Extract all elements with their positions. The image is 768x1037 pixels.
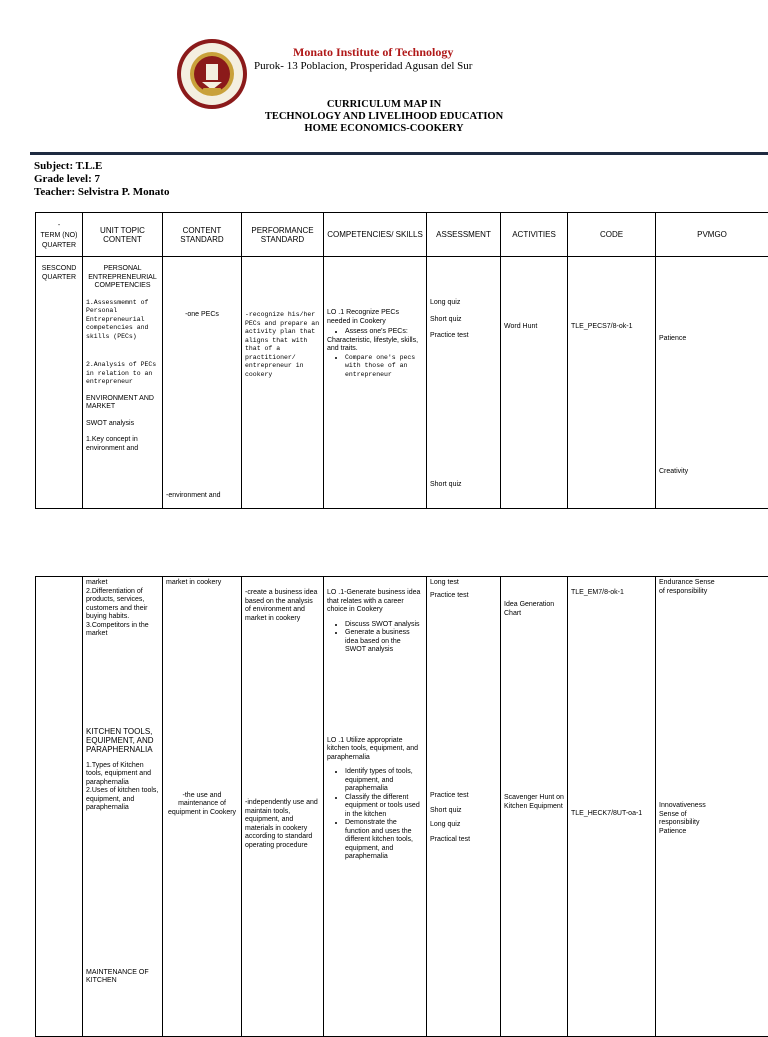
competencies-cell xyxy=(324,577,427,1037)
document-title-line3: HOME ECONOMICS-COOKERY xyxy=(0,123,768,135)
performance-standard-value: -recognize his/her PECs and prepare an activity plan that aligns that with that of a practitioner/ entrepreneur in cookery xyxy=(245,311,319,378)
competency-lo: LO .1 Recognize PECs needed in Cookery xyxy=(327,309,423,326)
topic-item: SWOT analysis xyxy=(86,420,159,429)
topic-item: 1.Key concept in environment and xyxy=(86,436,159,453)
assessment-item: Practice test xyxy=(430,592,497,601)
code-value: TLE_EM7/8-ok-1 xyxy=(571,589,652,598)
topic-heading: KITCHEN TOOLS, EQUIPMENT, AND PARAPHERNALIA xyxy=(86,727,159,754)
topic-item: 2.Differentiation of products, services, customers and their buying habits. xyxy=(86,588,159,622)
topic-item: 1.Types of Kitchen tools, equipment and paraphernalia xyxy=(86,762,159,788)
term-cell xyxy=(36,257,83,509)
table-row xyxy=(36,257,768,509)
col-code: CODE xyxy=(568,213,656,257)
competency-item: • Classify the different equipment or tools used in the kitchen xyxy=(345,794,423,820)
institution-name: Monato Institute of Technology xyxy=(293,45,453,60)
institution-address: Purok- 13 Poblacion, Prosperidad Agusan del Sur xyxy=(254,60,472,72)
pvmgo-value: Innovativeness Sense of responsibility Patience xyxy=(659,802,719,836)
activities-cell xyxy=(501,257,568,509)
col-assessment: ASSESSMENT xyxy=(427,213,501,257)
assessment-cell xyxy=(427,577,501,1037)
topic-heading: MAINTENANCE OF KITCHEN xyxy=(86,969,159,986)
topic-item: 3.Competitors in the market xyxy=(86,622,159,639)
performance-standard-cell xyxy=(242,577,324,1037)
competency-item: • Assess one's PECs: xyxy=(345,328,423,337)
header-row xyxy=(36,213,768,257)
competency-list xyxy=(327,768,423,862)
activity-item: Scavenger Hunt on Kitchen Equipment xyxy=(504,794,564,811)
competency-list xyxy=(327,328,423,337)
topic-cell xyxy=(83,577,163,1037)
document-title-line1: CURRICULUM MAP IN xyxy=(0,99,768,111)
col-pvmgo: PVMGO xyxy=(656,213,768,257)
col-performance-standard: PERFORMANCE STANDARD xyxy=(242,213,324,257)
competency-item: • Generate a business idea based on the SWOT analysis xyxy=(345,629,423,655)
competency-list xyxy=(327,354,423,380)
col-content-standard: CONTENT STANDARD xyxy=(163,213,242,257)
col-competencies: COMPETENCIES/ SKILLS xyxy=(324,213,427,257)
content-standard-value: -the use and maintenance of equipment in Cookery xyxy=(166,792,238,818)
assessment-item: Short quiz xyxy=(430,481,497,490)
assessment-item: Long quiz xyxy=(430,821,497,830)
code-cell xyxy=(568,577,656,1037)
topic-item: market xyxy=(86,579,159,588)
content-standard-value: -one PECs xyxy=(166,311,238,320)
pvmgo-value: Creativity xyxy=(659,468,765,477)
col-term xyxy=(36,213,83,257)
code-cell xyxy=(568,257,656,509)
col-term-label: TERM (NO) QUARTER xyxy=(41,232,78,249)
topic-item: 2.Analysis of PECs in relation to an entrepreneur xyxy=(86,361,159,387)
competency-item: • Compare one's pecs with those of an entrepreneur xyxy=(345,354,423,380)
col-activities: ACTIVITIES xyxy=(501,213,568,257)
content-standard-value: -environment and xyxy=(166,492,238,501)
content-standard-cell xyxy=(163,577,242,1037)
code-value: TLE_PECS7/8-ok-1 xyxy=(571,323,652,332)
grade-level-label: Grade level: 7 xyxy=(34,173,100,185)
assessment-item: Practice test xyxy=(430,792,497,801)
assessment-item: Long quiz xyxy=(430,299,497,308)
activity-item: Idea Generation Chart xyxy=(504,601,564,618)
subject-label: Subject: T.L.E xyxy=(34,160,102,172)
header-divider xyxy=(30,152,768,155)
competency-item: • Identify types of tools, equipment, and paraphernalia xyxy=(345,768,423,794)
table-row xyxy=(36,577,768,1037)
assessment-item: Short quiz xyxy=(430,316,497,325)
competency-lo: LO .1-Generate business idea that relates with a career choice in Cookery xyxy=(327,589,423,615)
competency-item: • Demonstrate the function and uses the different kitchen tools, equipment, and paraphernalia xyxy=(345,819,423,862)
competencies-cell xyxy=(324,257,427,509)
teacher-label: Teacher: Selvistra P. Monato xyxy=(34,186,169,198)
topic-item: 2.Uses of kitchen tools, equipment, and paraphernalia xyxy=(86,787,159,813)
pvmgo-value: Patience xyxy=(659,335,765,344)
activity-item: Word Hunt xyxy=(504,323,564,332)
col-topic: UNIT TOPIC CONTENT xyxy=(83,213,163,257)
curriculum-table-page2 xyxy=(35,576,768,1037)
performance-standard-cell xyxy=(242,257,324,509)
assessment-item: Short quiz xyxy=(430,807,497,816)
competency-item-continuation: Characteristic, lifestyle, skills, and traits. xyxy=(327,337,423,354)
term-value: SESCOND QUARTER xyxy=(42,265,77,281)
curriculum-table-page1 xyxy=(35,212,768,509)
performance-standard-value: -independently use and maintain tools, equipment, and materials in cookery according to standard operating procedure xyxy=(245,799,320,850)
term-cell xyxy=(36,577,83,1037)
term-dash: - xyxy=(58,222,60,229)
activities-cell xyxy=(501,577,568,1037)
competency-item: • Discuss SWOT analysis xyxy=(345,621,423,630)
competency-lo: LO .1 Utilize appropriate kitchen tools, equipment, and paraphernalia xyxy=(327,737,423,763)
topic-title: PERSONAL ENTREPRENEURIAL COMPETENCIES xyxy=(86,265,159,291)
pvmgo-cell xyxy=(656,257,768,509)
assessment-item: Practical test xyxy=(430,836,497,845)
assessment-item: Practice test xyxy=(430,332,497,341)
document-title-line2: TECHNOLOGY AND LIVELIHOOD EDUCATION xyxy=(0,111,768,123)
content-standard-cell xyxy=(163,257,242,509)
pvmgo-value: Endurance Sense of responsibility xyxy=(659,579,719,596)
topic-heading: ENVIRONMENT AND MARKET xyxy=(86,395,159,412)
competency-list xyxy=(327,621,423,655)
pvmgo-cell xyxy=(656,577,768,1037)
assessment-item: Long test xyxy=(430,579,497,588)
code-value: TLE_HECK7/8UT-oa-1 xyxy=(571,810,652,819)
topic-item: 1.Assessmemnt of Personal Entrepreneurial competencies and skills (PECs) xyxy=(86,299,159,342)
performance-standard-value: -create a business idea based on the analysis of environment and market in cookery xyxy=(245,589,320,623)
topic-cell xyxy=(83,257,163,509)
assessment-cell xyxy=(427,257,501,509)
content-standard-value: market in cookery xyxy=(166,579,238,588)
